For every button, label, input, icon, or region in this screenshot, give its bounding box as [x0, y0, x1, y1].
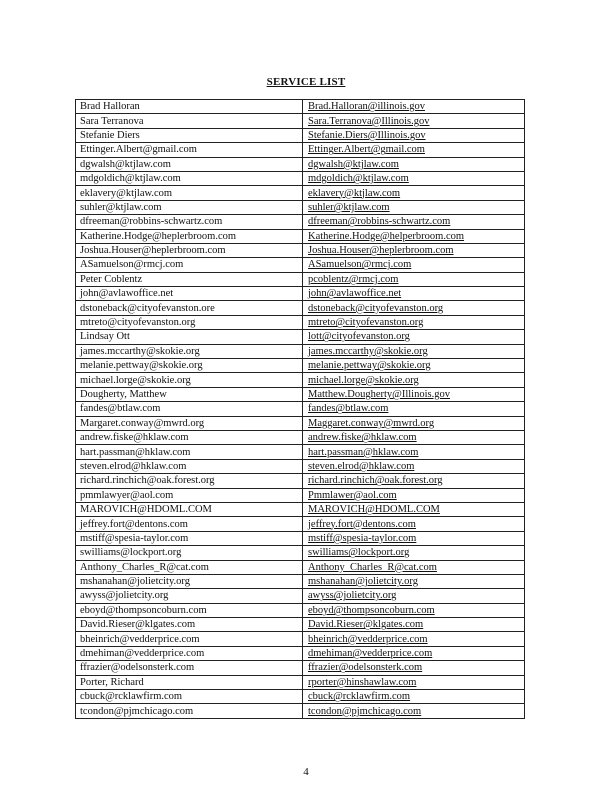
table-row [76, 517, 525, 531]
email-link[interactable]: Matthew.Dougherty@Illinois.gov [308, 389, 450, 400]
email-link[interactable]: dgwalsh@ktjlaw.com [308, 158, 399, 170]
contact-name-cell: Margaret.conway@mwrd.org [76, 416, 303, 430]
email-link[interactable]: mtreto@cityofevanston.org [308, 317, 424, 329]
contact-name-cell: fandes@btlaw.com [76, 402, 303, 416]
table-row [76, 502, 525, 516]
email-link[interactable]: suhler@ktjlaw.com [308, 201, 390, 213]
email-link[interactable]: jeffrey.fort@dentons.com [308, 518, 416, 530]
email-link[interactable]: Katherine.Hodge@helperbroom.com [308, 230, 465, 242]
page-title: SERVICE LIST [266, 76, 346, 88]
contact-email-cell [303, 114, 525, 128]
email-link[interactable]: eklavery@ktjlaw.com [308, 187, 401, 199]
email-link[interactable]: hart.passman@hklaw.com [308, 446, 419, 458]
contact-email-cell [303, 546, 525, 560]
contact-email-cell [303, 143, 525, 157]
email-link[interactable]: john@avlawoffice.net [308, 288, 402, 300]
table-row [76, 215, 525, 229]
contact-name-cell: Brad Halloran [76, 100, 303, 114]
contact-name-cell: Joshua.Houser@heplerbroom.com [76, 243, 303, 257]
table-row [76, 445, 525, 459]
contact-name-cell: andrew.fiske@hklaw.com [76, 430, 303, 444]
contact-email-cell [303, 287, 525, 301]
table-row [76, 315, 525, 329]
email-link[interactable]: swilliams@lockport.org [308, 547, 410, 559]
table-row [76, 560, 525, 574]
contact-name-cell: Ettinger.Albert@gmail.com [76, 143, 303, 157]
table-row [76, 603, 525, 617]
contact-email-cell [303, 589, 525, 603]
contact-name-cell: Anthony_Charles_R@cat.com [76, 560, 303, 574]
contact-name-cell: richard.rinchich@oak.forest.org [76, 474, 303, 488]
table-row [76, 287, 525, 301]
contact-name-cell: dstoneback@cityofevanston.ore [76, 301, 303, 315]
table-row [76, 574, 525, 588]
contact-email-cell [303, 517, 525, 531]
contact-name-cell: pmmlawyer@aol.com [76, 488, 303, 502]
contact-name-cell: steven.elrod@hklaw.com [76, 459, 303, 473]
table-row [76, 373, 525, 387]
contact-name-cell: michael.lorge@skokie.org [76, 373, 303, 387]
contact-email-cell [303, 675, 525, 689]
email-link[interactable]: steven.elrod@hklaw.com [308, 460, 415, 472]
contact-email-cell [303, 359, 525, 373]
contact-email-cell [303, 344, 525, 358]
contact-email-cell [303, 502, 525, 516]
contact-email-cell [303, 474, 525, 488]
email-link[interactable]: David.Rieser@klgates.com [308, 619, 424, 631]
contact-name-cell: David.Rieser@klgates.com [76, 618, 303, 632]
contact-email-cell [303, 661, 525, 675]
table-row [76, 200, 525, 214]
contact-name-cell: eklavery@ktjlaw.com [76, 186, 303, 200]
table-row [76, 675, 525, 689]
contact-name-cell: Dougherty, Matthew [76, 387, 303, 401]
contact-name-cell: james.mccarthy@skokie.org [76, 344, 303, 358]
table-row [76, 114, 525, 128]
contact-name-cell: dgwalsh@ktjlaw.com [76, 157, 303, 171]
table-row [76, 186, 525, 200]
table-row [76, 301, 525, 315]
contact-name-cell: mshanahan@jolietcity.org [76, 574, 303, 588]
contact-email-cell [303, 100, 525, 114]
contact-name-cell: eboyd@thompsoncoburn.com [76, 603, 303, 617]
email-link[interactable]: Brad.Halloran@illinois.gov [308, 101, 425, 113]
table-row [76, 100, 525, 114]
contact-name-cell: mstiff@spesia-taylor.com [76, 531, 303, 545]
email-link[interactable]: dstoneback@cityofevanston.org [308, 302, 444, 314]
contact-email-cell [303, 402, 525, 416]
table-row [76, 243, 525, 257]
table-row [76, 546, 525, 560]
table-row [76, 402, 525, 416]
contact-email-cell [303, 459, 525, 473]
contact-name-cell: mdgoldich@ktjlaw.com [76, 171, 303, 185]
contact-email-cell [303, 272, 525, 286]
contact-name-cell: awyss@jolietcity.org [76, 589, 303, 603]
contact-email-cell [303, 373, 525, 387]
contact-email-cell [303, 186, 525, 200]
table-row [76, 143, 525, 157]
contact-name-cell: MAROVICH@HDOML.COM [76, 502, 303, 516]
table-row [76, 157, 525, 171]
email-link[interactable]: eboyd@thompsoncoburn.com [308, 604, 435, 616]
email-link[interactable]: melanie.pettway@skokie.org [308, 360, 431, 372]
contact-name-cell: Porter, Richard [76, 675, 303, 689]
table-row [76, 474, 525, 488]
email-link[interactable]: mshanahan@jolietcity.org [308, 576, 418, 588]
email-link[interactable]: fandes@btlaw.com [308, 403, 389, 415]
contact-name-cell: swilliams@lockport.org [76, 546, 303, 560]
email-link[interactable]: tcondon@pjmchicago.com [308, 705, 422, 717]
email-link[interactable]: dfreeman@robbins-schwartz.com [308, 216, 451, 228]
contact-email-cell [303, 330, 525, 344]
contact-email-cell [303, 690, 525, 704]
contact-email-cell [303, 387, 525, 401]
email-link[interactable]: richard.rinchich@oak.forest.org [308, 475, 443, 487]
table-row [76, 330, 525, 344]
email-link[interactable]: pcoblentz@rmcj.com [308, 273, 399, 285]
email-link[interactable]: ASamuelson@rmcj.com [308, 259, 412, 271]
table-row [76, 416, 525, 430]
email-link[interactable]: awyss@jolietcity.org [308, 590, 397, 602]
contact-name-cell: Stefanie Diers [76, 128, 303, 142]
contact-name-cell: ASamuelson@rmcj.com [76, 258, 303, 272]
table-row [76, 459, 525, 473]
email-link[interactable]: dmehiman@vedderprice.com [308, 648, 433, 660]
email-link[interactable]: rporter@hinshawlaw.com [308, 676, 417, 688]
table-row [76, 690, 525, 704]
contact-name-cell: dmehiman@vedderprice.com [76, 646, 303, 660]
table-row [76, 632, 525, 646]
contact-name-cell: tcondon@pjmchicago.com [76, 704, 303, 718]
email-link[interactable]: lott@cityofevanston.org [308, 331, 410, 343]
table-row [76, 704, 525, 718]
table-row [76, 258, 525, 272]
email-link[interactable]: Anthony_Charles_R@cat.com [308, 561, 437, 573]
contact-email-cell [303, 200, 525, 214]
contact-email-cell [303, 315, 525, 329]
email-link[interactable]: Joshua.Houser@heplerbroom.com [308, 245, 454, 257]
email-link[interactable]: Sara.Terranova@Illinois.gov [308, 115, 430, 127]
contact-email-cell [303, 618, 525, 632]
contact-name-cell: john@avlawoffice.net [76, 287, 303, 301]
table-row [76, 272, 525, 286]
table-row [76, 618, 525, 632]
contact-email-cell [303, 488, 525, 502]
contact-email-cell [303, 560, 525, 574]
table-row [76, 128, 525, 142]
contact-name-cell: Katherine.Hodge@heplerbroom.com [76, 229, 303, 243]
contact-email-cell [303, 157, 525, 171]
email-link[interactable]: james.mccarthy@skokie.org [308, 345, 428, 357]
contact-email-cell [303, 574, 525, 588]
contact-email-cell [303, 416, 525, 430]
contact-name-cell: Lindsay Ott [76, 330, 303, 344]
table-row [76, 430, 525, 444]
email-link[interactable]: mdgoldich@ktjlaw.com [308, 173, 409, 185]
table-row [76, 359, 525, 373]
email-link[interactable]: ffrazier@odelsonsterk.com [308, 662, 423, 674]
email-link[interactable]: Ettinger.Albert@gmail.com [308, 144, 425, 156]
contact-email-cell [303, 243, 525, 257]
contact-email-cell [303, 301, 525, 315]
service-list-body [76, 100, 525, 719]
email-link[interactable]: Maggaret.conway@mwrd.org [308, 417, 435, 429]
email-link[interactable]: andrew.fiske@hklaw.com [308, 432, 417, 444]
contact-email-cell [303, 445, 525, 459]
contact-name-cell: jeffrey.fort@dentons.com [76, 517, 303, 531]
contact-name-cell: mtreto@cityofevanston.org [76, 315, 303, 329]
email-link[interactable]: michael.lorge@skokie.org [308, 374, 419, 386]
contact-name-cell: Peter Coblentz [76, 272, 303, 286]
contact-email-cell [303, 531, 525, 545]
contact-name-cell: melanie.pettway@skokie.org [76, 359, 303, 373]
table-row [76, 646, 525, 660]
page-number: 4 [303, 766, 309, 778]
contact-email-cell [303, 430, 525, 444]
email-link[interactable]: Pmmlawer@aol.com [308, 489, 397, 501]
email-link[interactable]: MAROVICH@HDOML.COM [308, 504, 440, 516]
contact-email-cell [303, 215, 525, 229]
email-link[interactable]: Stefanie.Diers@Illinois.gov [308, 129, 426, 141]
contact-name-cell: dfreeman@robbins-schwartz.com [76, 215, 303, 229]
contact-name-cell: cbuck@rcklawfirm.com [76, 690, 303, 704]
table-row [76, 488, 525, 502]
contact-name-cell: hart.passman@hklaw.com [76, 445, 303, 459]
contact-email-cell [303, 258, 525, 272]
contact-email-cell [303, 646, 525, 660]
table-row [76, 229, 525, 243]
contact-name-cell: Sara Terranova [76, 114, 303, 128]
contact-name-cell: ffrazier@odelsonsterk.com [76, 661, 303, 675]
email-link[interactable]: cbuck@rcklawfirm.com [308, 691, 411, 703]
contact-email-cell [303, 603, 525, 617]
email-link[interactable]: mstiff@spesia-taylor.com [308, 532, 417, 544]
contact-email-cell [303, 229, 525, 243]
contact-email-cell [303, 128, 525, 142]
contact-name-cell: suhler@ktjlaw.com [76, 200, 303, 214]
contact-email-cell [303, 704, 525, 718]
email-link[interactable]: bheinrich@vedderprice.com [308, 633, 428, 645]
contact-email-cell [303, 632, 525, 646]
table-row [76, 344, 525, 358]
table-row [76, 589, 525, 603]
contact-email-cell [303, 171, 525, 185]
table-row [76, 661, 525, 675]
table-row [76, 171, 525, 185]
table-row [76, 387, 525, 401]
table-row [76, 531, 525, 545]
service-list-table [75, 99, 525, 719]
contact-name-cell: bheinrich@vedderprice.com [76, 632, 303, 646]
